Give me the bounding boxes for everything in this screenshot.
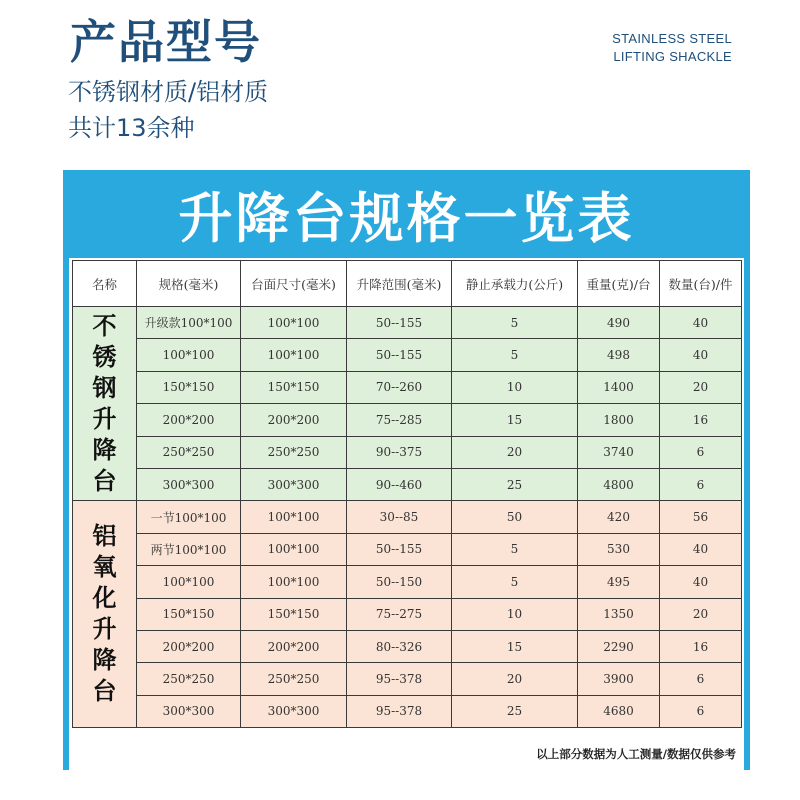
table-row [73,501,742,533]
spec-panel [63,170,750,770]
table-cell: 50--155 [347,307,452,339]
table-cell: 250*250 [241,436,347,468]
table-cell: 16 [660,404,742,436]
table-cell: 100*100 [241,339,347,371]
table-cell: 3900 [578,663,660,695]
table-cell: 95--378 [347,663,452,695]
table-cell: 20 [660,598,742,630]
category-char: 化 [92,584,117,613]
column-header: 数量(台)/件 [660,261,742,307]
table-cell: 250*250 [241,663,347,695]
table-cell: 5 [452,307,578,339]
column-header: 静止承载力(公斤) [452,261,578,307]
table-cell: 20 [452,663,578,695]
table-cell: 6 [660,663,742,695]
table-cell: 150*150 [137,598,241,630]
table-cell: 100*100 [137,339,241,371]
data-disclaimer: 以上部分数据为人工测量/数据仅供参考 [536,747,736,761]
table-cell: 100*100 [137,566,241,598]
spec-table [72,260,742,728]
table-cell: 15 [452,630,578,662]
table-cell: 250*250 [137,436,241,468]
table-cell: 50--155 [347,339,452,371]
table-cell: 50 [452,501,578,533]
table-cell: 40 [660,533,742,565]
table-cell: 1800 [578,404,660,436]
table-cell: 40 [660,566,742,598]
table-cell: 300*300 [137,468,241,500]
table-cell: 10 [452,598,578,630]
category-char: 铝 [92,522,117,551]
table-cell: 6 [660,695,742,727]
table-cell: 升级款100*100 [137,307,241,339]
table-cell: 1400 [578,371,660,403]
table-cell: 50--150 [347,566,452,598]
table-cell: 150*150 [241,371,347,403]
table-cell: 300*300 [137,695,241,727]
table-cell: 20 [660,371,742,403]
table-row [73,404,742,436]
category-name-cell [73,307,137,501]
table-cell: 75--285 [347,404,452,436]
column-header: 重量(克)/台 [578,261,660,307]
table-row [73,598,742,630]
table-cell: 6 [660,436,742,468]
table-row [73,566,742,598]
table-row [73,663,742,695]
table-cell: 两节100*100 [137,533,241,565]
category-char: 钢 [92,373,117,402]
table-cell: 150*150 [137,371,241,403]
table-cell: 40 [660,307,742,339]
table-row [73,436,742,468]
table-row [73,307,742,339]
table-cell: 5 [452,339,578,371]
column-header: 名称 [73,261,137,307]
table-cell: 25 [452,468,578,500]
table-cell: 75--275 [347,598,452,630]
table-row [73,468,742,500]
spec-table-body [73,307,742,728]
category-char: 氧 [92,553,117,582]
table-cell: 56 [660,501,742,533]
table-cell: 一节100*100 [137,501,241,533]
table-cell: 100*100 [241,501,347,533]
table-cell: 498 [578,339,660,371]
table-cell: 250*250 [137,663,241,695]
category-char: 降 [92,646,117,675]
table-cell: 15 [452,404,578,436]
table-row [73,371,742,403]
table-row [73,339,742,371]
table-row [73,695,742,727]
brand-line-2: LIFTING SHACKLE [613,49,732,64]
table-cell: 5 [452,533,578,565]
table-cell: 90--375 [347,436,452,468]
table-cell: 50--155 [347,533,452,565]
spec-table-container [69,258,744,770]
category-char: 升 [92,404,117,433]
column-header: 规格(毫米) [137,261,241,307]
table-cell: 3740 [578,436,660,468]
table-cell: 100*100 [241,566,347,598]
table-cell: 70--260 [347,371,452,403]
table-cell: 200*200 [137,630,241,662]
table-cell: 6 [660,468,742,500]
table-cell: 200*200 [241,404,347,436]
table-cell: 10 [452,371,578,403]
page-title: 产品型号 [70,15,262,69]
table-row [73,533,742,565]
brand-line-1: STAINLESS STEEL [612,31,732,46]
table-cell: 200*200 [137,404,241,436]
category-name-cell [73,501,137,728]
column-header: 台面尺寸(毫米) [241,261,347,307]
table-cell: 420 [578,501,660,533]
table-header-row [73,261,742,307]
table-cell: 40 [660,339,742,371]
table-cell: 5 [452,566,578,598]
table-cell: 300*300 [241,695,347,727]
column-header: 升降范围(毫米) [347,261,452,307]
table-cell: 95--378 [347,695,452,727]
category-char: 锈 [92,342,117,371]
count-subtitle: 共计13余种 [68,114,195,142]
table-cell: 1350 [578,598,660,630]
category-char: 不 [92,311,117,340]
table-cell: 25 [452,695,578,727]
table-cell: 490 [578,307,660,339]
table-cell: 150*150 [241,598,347,630]
table-cell: 100*100 [241,533,347,565]
table-cell: 4680 [578,695,660,727]
table-cell: 100*100 [241,307,347,339]
material-subtitle: 不锈钢材质/铝材质 [68,78,269,106]
table-cell: 20 [452,436,578,468]
table-cell: 30--85 [347,501,452,533]
category-char: 台 [92,677,117,706]
spec-table-title: 升降台规格一览表 [178,186,635,250]
category-char: 升 [92,615,117,644]
table-cell: 90--460 [347,468,452,500]
table-cell: 16 [660,630,742,662]
table-cell: 200*200 [241,630,347,662]
category-char: 台 [92,466,117,495]
table-cell: 80--326 [347,630,452,662]
table-cell: 4800 [578,468,660,500]
table-cell: 495 [578,566,660,598]
table-cell: 300*300 [241,468,347,500]
category-char: 降 [92,435,117,464]
table-row [73,630,742,662]
table-cell: 530 [578,533,660,565]
table-cell: 2290 [578,630,660,662]
brand-label [612,30,732,66]
